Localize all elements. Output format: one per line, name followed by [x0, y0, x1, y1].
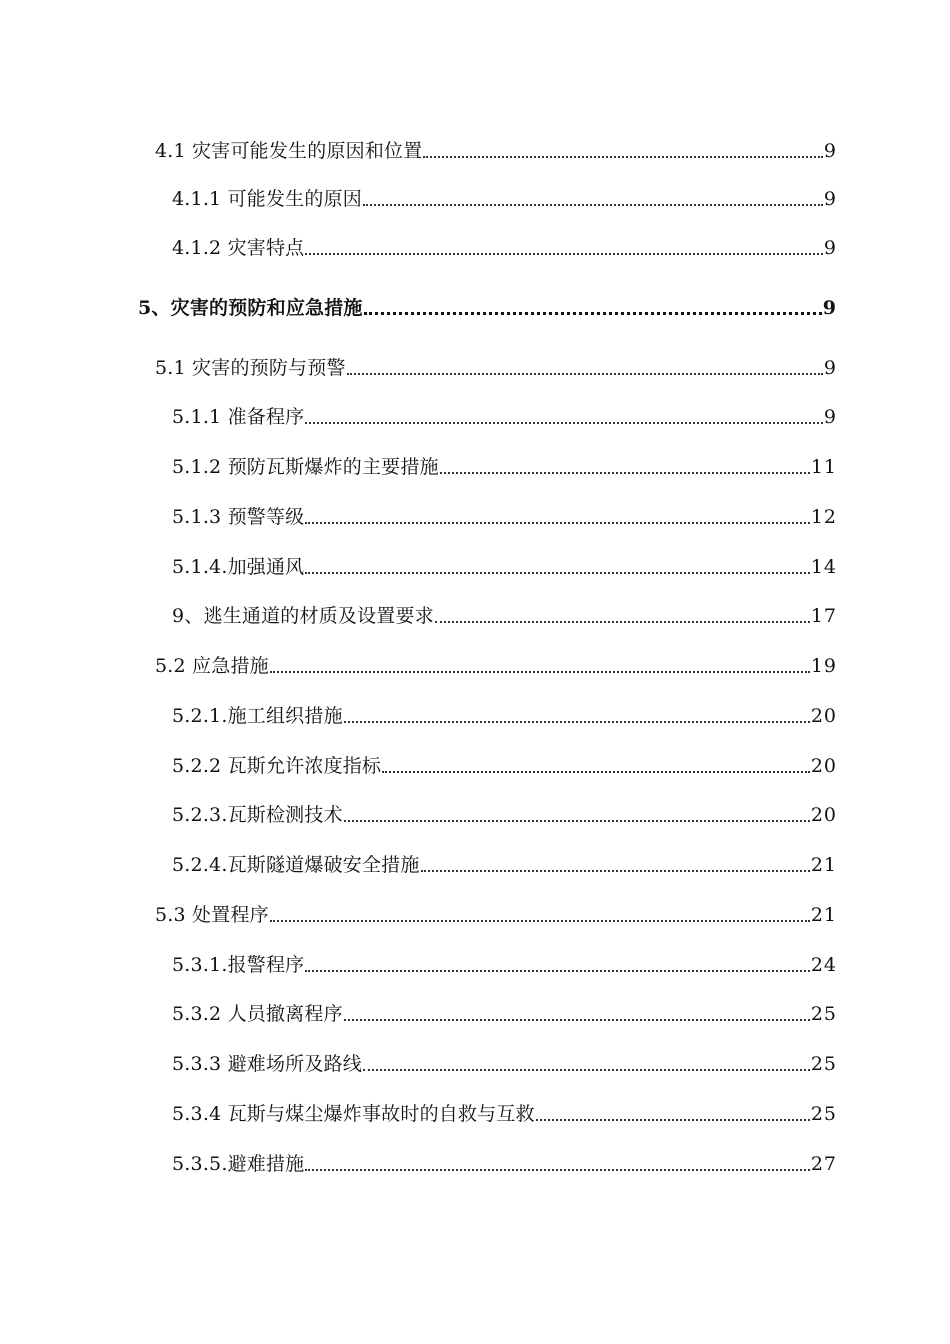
toc-entry[interactable] [155, 355, 837, 381]
toc-entry[interactable] [172, 186, 837, 212]
toc-entry[interactable] [172, 504, 837, 530]
toc-dot-leader [305, 572, 809, 574]
toc-dot-leader [536, 1119, 810, 1121]
toc-dot-leader [364, 312, 822, 315]
toc-dot-leader [363, 204, 823, 206]
toc-dot-leader [305, 422, 823, 424]
toc-entry-label: 4.1.2 灾害特点 [172, 237, 305, 259]
toc-entry[interactable] [172, 1001, 837, 1027]
toc-entry-page: 19 [810, 655, 837, 677]
toc-entry-label: 5.1.4.加强通风 [172, 556, 305, 578]
toc-dot-leader [344, 820, 810, 822]
toc-dot-leader [435, 621, 810, 623]
toc-dot-leader [421, 870, 810, 872]
toc-dot-leader [440, 472, 810, 474]
toc-entry-label: 5.3.2 人员撤离程序 [172, 1003, 343, 1025]
toc-dot-leader [305, 1169, 809, 1171]
toc-dot-leader [305, 253, 823, 255]
toc-entry-label: 5.2.1.施工组织措施 [172, 705, 343, 727]
toc-dot-leader [363, 1069, 810, 1071]
toc-entry-page: 20 [810, 755, 837, 777]
toc-dot-leader [305, 522, 809, 524]
toc-entry-label: 5.3 处置程序 [155, 904, 269, 926]
toc-dot-leader [382, 771, 810, 773]
toc-entry-page: 25 [810, 1053, 837, 1075]
toc-entry-page: 21 [810, 854, 837, 876]
toc-entry-page: 27 [810, 1153, 837, 1175]
toc-entry-page: 14 [810, 556, 837, 578]
toc-entry-page: 9 [823, 237, 837, 259]
toc-entry-label: 5.2.3.瓦斯检测技术 [172, 804, 343, 826]
toc-entry-label: 5.3.1.报警程序 [172, 954, 305, 976]
toc-dot-leader [347, 373, 823, 375]
toc-entry[interactable] [172, 802, 837, 828]
toc-entry-page: 21 [810, 904, 837, 926]
toc-dot-leader [305, 970, 809, 972]
toc-entry[interactable] [172, 703, 837, 729]
toc-entry-label: 4.1 灾害可能发生的原因和位置 [155, 140, 423, 162]
toc-entry[interactable] [155, 653, 837, 679]
toc-entry[interactable] [172, 235, 837, 261]
toc-entry[interactable] [155, 902, 837, 928]
toc-entry[interactable] [172, 952, 837, 978]
toc-entry-page: 9 [823, 406, 837, 428]
toc-entry-label: 5、灾害的预防和应急措施 [138, 297, 363, 319]
toc-entry-label: 5.3.3 避难场所及路线 [172, 1053, 362, 1075]
toc-entry-page: 17 [810, 605, 837, 627]
toc-dot-leader [344, 1019, 810, 1021]
toc-entry[interactable] [155, 138, 837, 164]
toc-entry-page: 11 [810, 456, 837, 478]
toc-dot-leader [270, 671, 810, 673]
toc-entry-page: 25 [810, 1103, 837, 1125]
toc-entry-label: 5.3.5.避难措施 [172, 1153, 305, 1175]
toc-entry[interactable] [172, 404, 837, 430]
toc-entry[interactable] [138, 295, 837, 321]
toc-entry-label: 5.2 应急措施 [155, 655, 269, 677]
toc-entry-label: 5.2.4.瓦斯隧道爆破安全措施 [172, 854, 420, 876]
toc-dot-leader [270, 920, 810, 922]
toc-entry-page: 9 [822, 297, 837, 319]
toc-entry[interactable] [172, 1151, 837, 1177]
toc-entry-label: 5.1 灾害的预防与预警 [155, 357, 346, 379]
toc-entry[interactable] [172, 1051, 837, 1077]
toc-entry-label: 5.1.1 准备程序 [172, 406, 305, 428]
toc-entry[interactable] [172, 852, 837, 878]
toc-entry-label: 5.1.3 预警等级 [172, 506, 305, 528]
toc-entry-page: 20 [810, 804, 837, 826]
toc-entry-label: 9、逃生通道的材质及设置要求 [172, 605, 434, 627]
toc-dot-leader [423, 156, 822, 158]
toc-entry-page: 9 [823, 357, 837, 379]
toc-entry-page: 20 [810, 705, 837, 727]
toc-entry-page: 9 [823, 140, 837, 162]
toc-entry[interactable] [172, 554, 837, 580]
toc-entry[interactable] [172, 753, 837, 779]
toc-entry-label: 4.1.1 可能发生的原因 [172, 188, 362, 210]
toc-entry-page: 9 [823, 188, 837, 210]
toc-entry[interactable] [172, 1101, 837, 1127]
toc-entry[interactable] [172, 454, 837, 480]
toc-entry-label: 5.2.2 瓦斯允许浓度指标 [172, 755, 382, 777]
toc-entry-page: 24 [810, 954, 837, 976]
toc-entry-page: 12 [810, 506, 837, 528]
toc-entry-page: 25 [810, 1003, 837, 1025]
toc-entry-label: 5.1.2 预防瓦斯爆炸的主要措施 [172, 456, 439, 478]
toc-entry[interactable] [172, 603, 837, 629]
toc-dot-leader [344, 721, 810, 723]
toc-entry-label: 5.3.4 瓦斯与煤尘爆炸事故时的自救与互救 [172, 1103, 535, 1125]
